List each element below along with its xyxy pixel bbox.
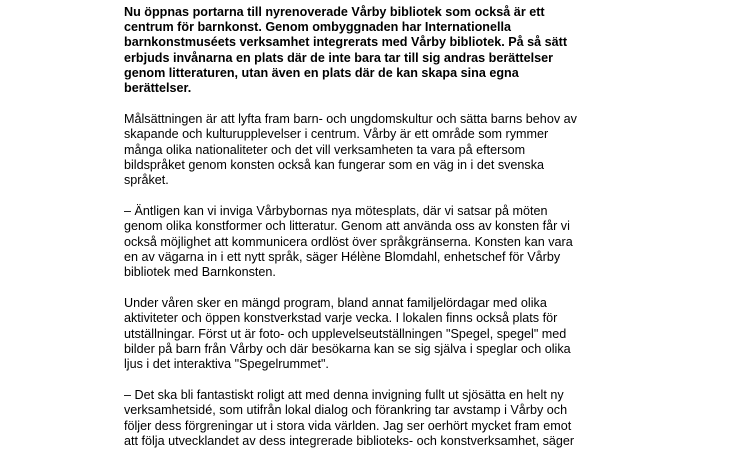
paragraph-program [124, 296, 594, 372]
lead-line: berättelser. [124, 81, 192, 96]
lead-line: Nu öppnas portarna till nyrenoverade Vårby bibliotek som också är ett [124, 5, 545, 19]
lead-line: erbjuds invånarna en plats där de inte bara tar till sig andras berättelser [124, 50, 554, 65]
press-release-body [124, 5, 594, 465]
paragraph-quote-blomdahl [124, 204, 594, 280]
paragraph-line: språket. [124, 173, 169, 188]
lead-line: genom litteraturen, utan även en plats där de kan skapa sina egna [124, 65, 519, 80]
lead-paragraph [124, 5, 594, 96]
paragraph-line: – Äntligen kan vi inviga Vårbybornas nya mötesplats, där vi satsar på möten [124, 204, 548, 219]
paragraph-quote-launch [124, 388, 594, 449]
paragraph-line: skapande och kulturupplevelser i centrum. Vårby är ett område som rymmer [124, 127, 549, 142]
paragraph-line: – Det ska bli fantastiskt roligt att med denna invigning fullt ut sjösätta en helt ny [124, 388, 564, 403]
lead-line: centrum för barnkonst. Genom ombyggnaden har Internationella [124, 20, 511, 35]
paragraph-line: att följa utvecklandet av dess integrerade biblioteks- och konstverksamhet, säger [124, 433, 575, 448]
paragraph-line: följer dess förgreningar ut i stora vida världen. Jag ser oerhört mycket fram emot [124, 418, 572, 433]
paragraph-line: bibliotek med Barnkonsten. [124, 265, 276, 280]
paragraph-line: verksamhetsidé, som utifrån lokal dialog och förankring tar avstamp i Vårby och [124, 403, 568, 418]
paragraph-line: en av vägarna in i ett nytt språk, säger Hélène Blomdahl, enhetschef för Vårby [124, 249, 561, 264]
paragraph-line: bilder på barn från Vårby och där besökarna kan se sig själva i speglar och olika [124, 341, 571, 356]
paragraph-line: ljus i det interaktiva "Spegelrummet". [124, 357, 329, 372]
paragraph-goal [124, 112, 594, 188]
paragraph-line: aktiviteter och öppen konstverkstad varje vecka. I lokalen finns också plats för [124, 311, 558, 326]
paragraph-line: bildspråket genom konsten också kan fungerar som en väg in i det svenska [124, 157, 545, 172]
paragraph-line: Under våren sker en mängd program, bland annat familjelördagar med olika [124, 296, 547, 311]
paragraph-line: också möjlighet att kommunicera ordlöst över språkgränserna. Konsten kan vara [124, 234, 573, 249]
lead-line: barnkonstmuséets verksamhet integrerats med Vårby bibliotek. På så sätt [124, 35, 568, 50]
paragraph-line: många olika nationaliteter och det vill verksamheten ta vara på eftersom [124, 142, 526, 157]
paragraph-line: utställningar. Först ut är foto- och upplevelseutställningen "Spegel, spegel" med [124, 326, 567, 341]
paragraph-line: Målsättningen är att lyfta fram barn- och ungdomskultur och sätta barns behov av [124, 112, 577, 127]
paragraph-line: genom olika konstformer och litteratur. Genom att använda oss av konsten får vi [124, 219, 570, 234]
